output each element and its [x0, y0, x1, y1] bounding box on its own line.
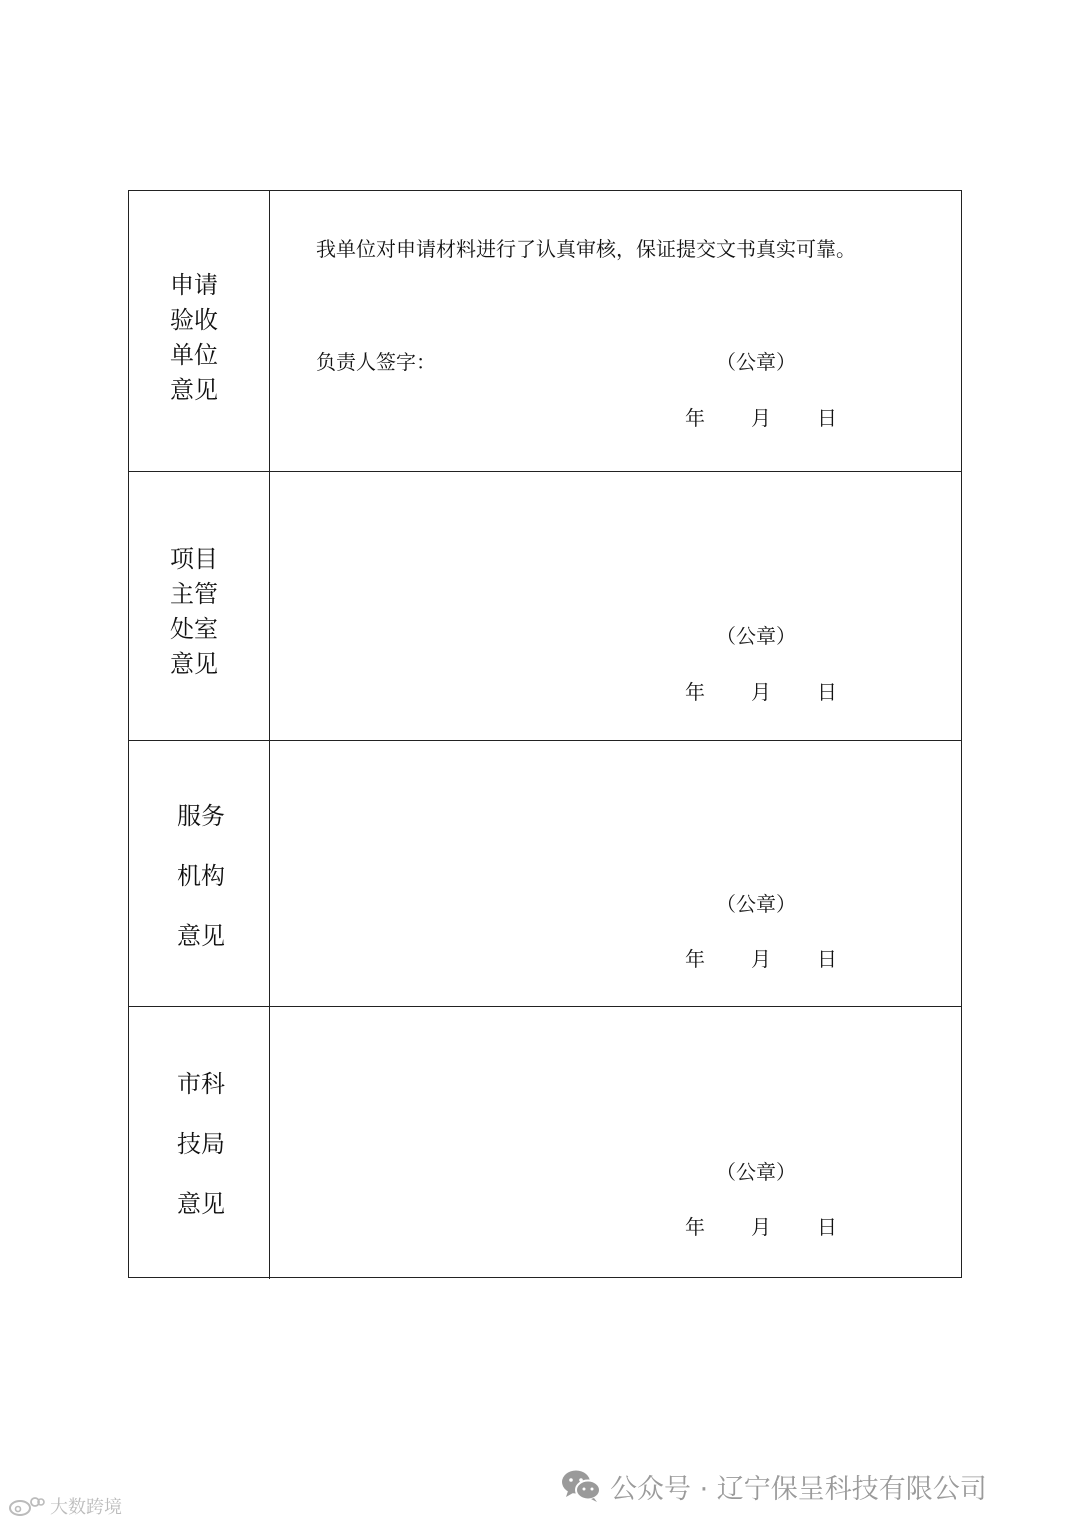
opinion-cell[interactable] — [270, 1007, 961, 1279]
corner-watermark — [8, 1493, 122, 1519]
signature-label: 负责人签字： — [316, 350, 436, 374]
label-line: 意见 — [177, 922, 225, 950]
row-label — [129, 1007, 270, 1279]
opinion-cell[interactable] — [270, 472, 961, 740]
wechat-icon — [560, 1468, 602, 1504]
date-day: 日 — [817, 680, 837, 704]
official-seal-label: （公章） — [716, 1160, 796, 1184]
row-project-department-opinion — [129, 472, 961, 741]
row-service-agency-opinion — [129, 741, 961, 1007]
date-year: 年 — [685, 947, 705, 971]
official-seal-label: （公章） — [716, 892, 796, 916]
certification-statement: 我单位对申请材料进行了认真审核，保证提交文书真实可靠。 — [316, 237, 856, 261]
label-line: 主管 — [170, 580, 218, 608]
date-month: 月 — [751, 1215, 771, 1239]
label-line: 项目 — [170, 545, 218, 573]
watermark-text: 公众号 · 辽宁保呈科技有限公司 — [610, 1473, 987, 1505]
date-month: 月 — [751, 406, 771, 430]
row-label — [129, 741, 270, 1006]
label-line: 机构 — [177, 862, 225, 890]
opinion-cell[interactable] — [270, 741, 961, 1006]
date-year: 年 — [685, 680, 705, 704]
label-line: 处室 — [170, 615, 218, 643]
date-day: 日 — [817, 947, 837, 971]
label-line: 服务 — [177, 802, 225, 830]
row-label — [129, 191, 270, 471]
label-line: 申请 — [170, 271, 218, 299]
row-science-bureau-opinion — [129, 1007, 961, 1279]
label-line: 意见 — [170, 376, 218, 404]
row-applicant-unit-opinion — [129, 191, 961, 472]
label-line: 意见 — [177, 1190, 225, 1218]
date-day: 日 — [817, 406, 837, 430]
weibo-icon — [8, 1494, 46, 1518]
label-line: 技局 — [177, 1130, 225, 1158]
label-line: 市科 — [177, 1070, 225, 1098]
date-month: 月 — [751, 947, 771, 971]
official-seal-label: （公章） — [716, 624, 796, 648]
date-year: 年 — [685, 1215, 705, 1239]
date-month: 月 — [751, 680, 771, 704]
approval-form-table — [128, 190, 962, 1278]
label-line: 单位 — [170, 341, 218, 369]
label-line: 验收 — [170, 306, 218, 334]
corner-watermark-text: 大数跨境 — [50, 1497, 122, 1518]
date-year: 年 — [685, 406, 705, 430]
row-label — [129, 472, 270, 740]
official-seal-label: （公章） — [716, 350, 796, 374]
wechat-watermark — [560, 1466, 987, 1506]
date-day: 日 — [817, 1215, 837, 1239]
opinion-cell[interactable] — [270, 191, 961, 471]
label-line: 意见 — [170, 650, 218, 678]
